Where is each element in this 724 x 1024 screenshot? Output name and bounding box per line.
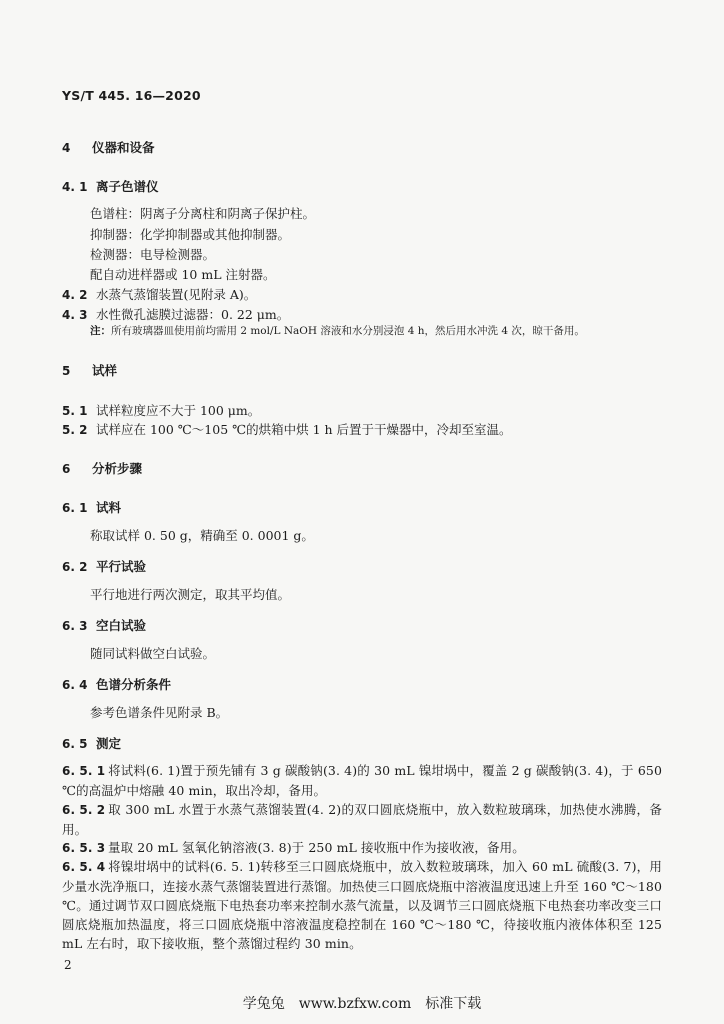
section-5-heading — [62, 362, 117, 380]
footer-watermark: 学兔兔 www.bzfxw.com 标准下载 — [242, 996, 482, 1012]
section-6-1-text: 称取试样 0. 50 g，精确至 0. 0001 g。 — [90, 528, 314, 543]
section-6-heading — [62, 460, 142, 478]
section-6-5-title: 测定 — [96, 736, 122, 751]
section-6-5-heading — [62, 735, 121, 753]
section-5-2-number: 5. 2 — [62, 423, 88, 437]
section-4-3 — [62, 306, 289, 324]
section-6-1-title: 试料 — [96, 500, 122, 515]
section-5-2 — [62, 421, 512, 439]
section-6-5-2 — [62, 800, 662, 839]
section-6-5-1-text: 将试料(6. 1)置于预先铺有 3 g 碳酸钠(3. 4)的 30 mL 镍坩埚中，覆盖 2 g 碳酸钠(3. 4)，于 650 ℃的高温炉中熔融 40 min，取出冷却，备用。 — [62, 763, 662, 798]
section-6-5-4 — [62, 857, 662, 953]
section-6-2-number: 6. 2 — [62, 560, 88, 574]
section-6-3-title: 空白试验 — [96, 618, 147, 633]
section-5-number: 5 — [62, 364, 71, 378]
section-6-3-heading — [62, 617, 146, 635]
equipment-item: 检测器：电导检测器。 — [90, 247, 216, 262]
section-6-5-1 — [62, 761, 662, 800]
section-4-1-title: 离子色谱仪 — [96, 179, 159, 194]
section-6-5-4-number: 6. 5. 4 — [62, 860, 106, 874]
section-6-4-title: 色谱分析条件 — [96, 677, 172, 692]
section-4-heading — [62, 139, 155, 157]
section-6-5-3-number: 6. 5. 3 — [62, 841, 106, 855]
section-6-5-1-number: 6. 5. 1 — [62, 764, 106, 778]
section-5-1-number: 5. 1 — [62, 404, 88, 418]
section-6-number: 6 — [62, 462, 71, 476]
note — [90, 323, 585, 340]
section-6-2-heading — [62, 558, 146, 576]
section-4-title: 仪器和设备 — [92, 140, 155, 155]
section-6-4-number: 6. 4 — [62, 678, 88, 692]
section-6-3-number: 6. 3 — [62, 619, 88, 633]
section-4-2-text: 水蒸气蒸馏装置(见附录 A)。 — [96, 287, 257, 302]
section-6-5-2-text: 取 300 mL 水置于水蒸气蒸馏装置(4. 2)的双口圆底烧瓶中，放入数粒玻璃珠，加热使水沸腾，备用。 — [62, 802, 662, 837]
section-4-3-number: 4. 3 — [62, 308, 88, 322]
section-5-1 — [62, 402, 260, 420]
section-4-1-heading — [62, 178, 159, 196]
equipment-item: 色谱柱：阴离子分离柱和阴离子保护柱。 — [90, 206, 316, 221]
section-6-5-2-number: 6. 5. 2 — [62, 803, 106, 817]
section-4-2 — [62, 286, 256, 304]
section-6-title: 分析步骤 — [92, 461, 143, 476]
standard-code: YS/T 445. 16—2020 — [62, 88, 201, 103]
section-6-4-text: 参考色谱条件见附录 B。 — [90, 705, 229, 720]
section-6-5-3 — [62, 838, 662, 858]
section-4-2-number: 4. 2 — [62, 288, 88, 302]
equipment-item: 配自动进样器或 10 mL 注射器。 — [90, 267, 276, 282]
section-4-3-text: 水性微孔滤膜过滤器：0. 22 μm。 — [96, 307, 290, 322]
section-5-title: 试样 — [92, 363, 118, 378]
note-label: 注： — [90, 325, 111, 337]
equipment-item: 抑制器：化学抑制器或其他抑制器。 — [90, 227, 291, 242]
section-6-2-text: 平行地进行两次测定，取其平均值。 — [90, 587, 291, 602]
section-6-1-heading — [62, 499, 121, 517]
note-text: 所有玻璃器皿使用前均需用 2 mol/L NaOH 溶液和水分别浸泡 4 h，然后用水冲洗 4 次，晾干备用。 — [111, 325, 585, 337]
section-4-1-number: 4. 1 — [62, 180, 88, 194]
section-6-3-text: 随同试料做空白试验。 — [90, 646, 216, 661]
section-6-5-number: 6. 5 — [62, 737, 88, 751]
section-5-2-text: 试样应在 100 ℃～105 ℃的烘箱中烘 1 h 后置于干燥器中，冷却至室温。 — [96, 422, 512, 437]
page-number: 2 — [64, 958, 72, 972]
section-6-5-4-text: 将镍坩埚中的试料(6. 5. 1)转移至三口圆底烧瓶中，放入数粒玻璃珠，加入 60 mL 硫酸(3. 7)，用少量水洗净瓶口，连接水蒸气蒸馏装置进行蒸馏。加热使三口圆底烧瓶中溶液温度迅速上升至 160 ℃～180 ℃。通过调节双口圆底烧瓶下电热套功率来控制水蒸气流量，以及调节三口圆底烧瓶下电热套功率改变三口圆底烧瓶加热温度，将三口圆底烧瓶中溶液温度稳控制在 160 ℃～180 ℃，待接收瓶内液体体积至 125 mL 左右时，取下接收瓶，整个蒸馏过程约 30 min。 — [62, 859, 662, 951]
section-5-1-text: 试样粒度应不大于 100 μm。 — [96, 403, 261, 418]
section-4-number: 4 — [62, 141, 71, 155]
section-6-1-number: 6. 1 — [62, 501, 88, 515]
section-6-4-heading — [62, 676, 171, 694]
section-6-5-3-text: 量取 20 mL 氢氧化钠溶液(3. 8)于 250 mL 接收瓶中作为接收液，备用。 — [108, 840, 525, 855]
section-6-2-title: 平行试验 — [96, 559, 147, 574]
